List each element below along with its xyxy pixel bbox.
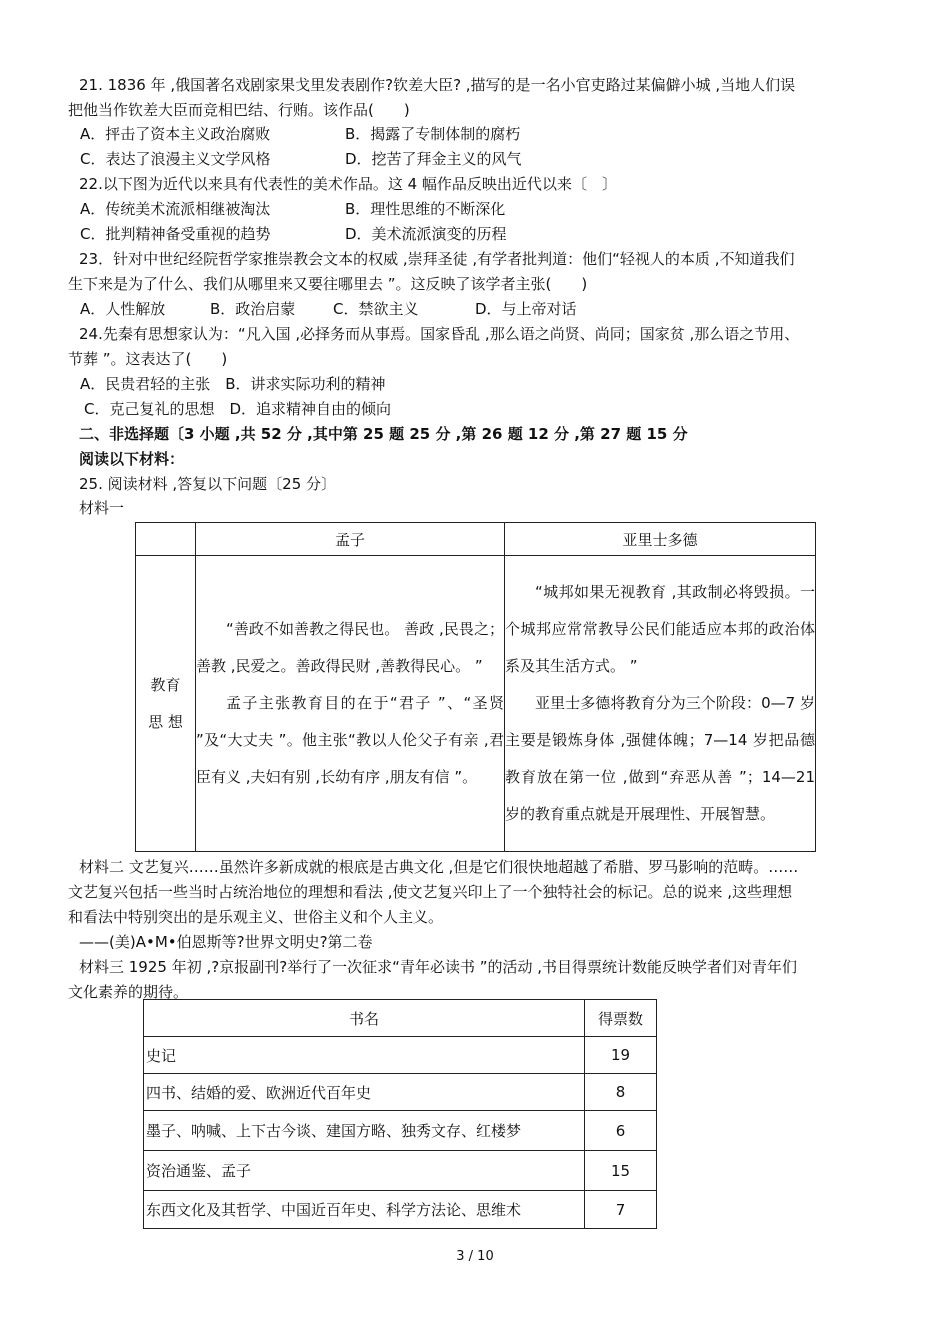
table-row	[144, 1111, 657, 1151]
book-name-cell: 史记	[144, 1037, 585, 1074]
q22-option-d: D．美术流派演变的历程	[345, 225, 507, 243]
column-header-aristotle: 亚里士多德	[505, 523, 816, 556]
q24-options-cd: C．克己复礼的思想 D．追求精神自由的倾向	[84, 400, 392, 418]
q22-option-b: B．理性思维的不断深化	[345, 200, 506, 218]
table-row	[144, 1074, 657, 1111]
q23-option-d: D．与上帝对话	[475, 300, 577, 318]
q23-stem-line2: 生下来是为了什么、我们从哪里来又要往哪里去 ”。这反映了该学者主张( )	[68, 275, 588, 293]
material1-label: 材料一	[79, 499, 125, 517]
q21-option-c: C．表达了浪漫主义文学风格	[80, 150, 271, 168]
mencius-cell	[196, 556, 505, 852]
material3-line1: 材料三 1925 年初 ,?京报副刊?举行了一次征求“青年必读书 ”的活动 ,书目得票统计数能反映学者们对青年们	[79, 958, 798, 976]
votes-cell: 15	[585, 1151, 657, 1191]
q23-option-a: A．人性解放	[80, 300, 166, 318]
q21-option-b: B．揭露了专制体制的腐朽	[345, 125, 521, 143]
votes-cell: 19	[585, 1037, 657, 1074]
q21-option-a: A．抨击了资本主义政治腐败	[80, 125, 271, 143]
material2-source: ——(美)A•M•伯恩斯等?世界文明史?第二卷	[79, 933, 373, 951]
table-row	[136, 556, 816, 852]
q21-stem-line1: 21. 1836 年 ,俄国著名戏剧家果戈里发表剧作?钦差大臣? ,描写的是一名小官吏路过某偏僻小城 ,当地人们误	[79, 76, 796, 94]
table-header-row	[136, 523, 816, 556]
material3-line2: 文化素养的期待。	[68, 983, 189, 1001]
aristotle-view: 亚里士多德将教育分为三个阶段：0—7 岁主要是锻炼身体 ,强健体魄；7—14 岁把品德教育放在第一位 ,做到“弃恶从善 ”；14—21 岁的教育重点就是开展理性、开展智慧。	[505, 694, 815, 823]
table-corner-cell	[136, 523, 196, 556]
table-row	[144, 1151, 657, 1191]
material2-line1: 材料二 文艺复兴……虽然许多新成就的根底是古典文化 ,但是它们很快地超越了希腊、罗马影响的范畴。……	[79, 858, 799, 876]
q23-option-c: C．禁欲主义	[333, 300, 419, 318]
section2-read: 阅读以下材料：	[79, 450, 185, 468]
education-thought-table	[135, 522, 816, 852]
q22-option-c: C．批判精神备受重视的趋势	[80, 225, 271, 243]
q24-stem-line2: 节葬 ”。这表达了( )	[68, 350, 228, 368]
column-header-mencius: 孟子	[196, 523, 505, 556]
column-header-votes: 得票数	[585, 1000, 657, 1037]
row-header-line1: 教育	[150, 675, 181, 694]
material2-line2: 文艺复兴包括一些当时占统治地位的理想和看法 ,使文艺复兴印上了一个独特社会的标记。总的说来 ,这些理想	[68, 883, 793, 901]
row-header-line2: 思 想	[148, 712, 183, 731]
table-row	[144, 1191, 657, 1229]
mencius-view: 孟子主张教育目的在于“君子 ”、“圣贤 ”及“大丈夫 ”。他主张“教以人伦父子有亲 ,君臣有义 ,夫妇有别 ,长幼有序 ,朋友有信 ”。	[196, 694, 504, 786]
q23-option-b: B．政治启蒙	[210, 300, 296, 318]
mencius-quote: “善政不如善教之得民也。 善政 ,民畏之；善教 ,民爱之。善政得民财 ,善教得民心。 ”	[196, 620, 504, 675]
section2-title: 二、非选择题〔3 小题 ,共 52 分 ,其中第 25 题 25 分 ,第 26 题 12 分 ,第 27 题 15 分	[79, 425, 688, 443]
page-number: 3 / 10	[456, 1249, 494, 1264]
q21-stem-line2: 把他当作钦差大臣而竞相巴结、行贿。该作品( )	[68, 101, 410, 119]
row-header-education-thought	[136, 556, 196, 852]
votes-cell: 6	[585, 1111, 657, 1151]
material2-line3: 和看法中特别突出的是乐观主义、世俗主义和个人主义。	[68, 908, 444, 926]
column-header-book: 书名	[144, 1000, 585, 1037]
q21-option-d: D．挖苦了拜金主义的风气	[345, 150, 522, 168]
book-name-cell: 东西文化及其哲学、中国近百年史、科学方法论、思维术	[144, 1191, 585, 1229]
book-name-cell: 四书、结婚的爱、欧洲近代百年史	[144, 1074, 585, 1111]
votes-cell: 7	[585, 1191, 657, 1229]
book-name-cell: 资治通鉴、孟子	[144, 1151, 585, 1191]
q23-stem-line1: 23．针对中世纪经院哲学家推崇教会文本的权威 ,崇拜圣徒 ,有学者批判道：他们“轻视人的本质 ,不知道我们	[79, 250, 795, 268]
book-name-cell: 墨子、呐喊、上下古今谈、建国方略、独秀文存、红楼梦	[144, 1111, 585, 1151]
aristotle-quote: “城邦如果无视教育 ,其政制必将毁损。一个城邦应常常教导公民们能适应本邦的政治体系及其生活方式。 ”	[505, 583, 815, 675]
votes-cell: 8	[585, 1074, 657, 1111]
q25-stem: 25. 阅读材料 ,答复以下问题〔25 分〕	[79, 475, 337, 493]
q24-stem-line1: 24.先秦有思想家认为：“凡入国 ,必择务而从事焉。国家昏乱 ,那么语之尚贤、尚同；国家贫 ,那么语之节用、	[79, 325, 800, 343]
q24-options-ab: A．民贵君轻的主张 B．讲求实际功利的精神	[80, 375, 386, 393]
book-votes-table	[143, 999, 657, 1229]
table-row	[144, 1037, 657, 1074]
q22-stem: 22.以下图为近代以来具有代表性的美术作品。这 4 幅作品反映出近代以来〔 〕	[79, 175, 617, 193]
table-header-row	[144, 1000, 657, 1037]
q22-option-a: A．传统美术流派相继被淘汰	[80, 200, 271, 218]
aristotle-cell	[505, 556, 816, 852]
